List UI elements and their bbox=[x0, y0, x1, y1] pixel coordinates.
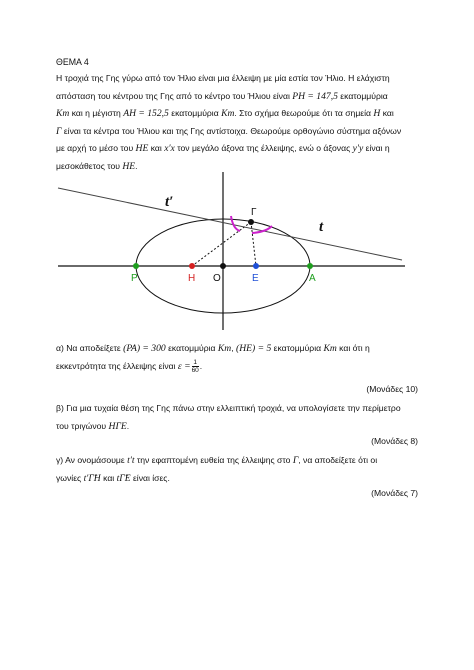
question-b-line-1: β) Για μια τυχαία θέση της Γης πάνω στην ελλειπτική τροχιά, να υπολογίσετε την περίμετρο bbox=[56, 403, 401, 413]
question-b bbox=[56, 400, 418, 435]
point-a bbox=[307, 263, 313, 269]
intro-line-1: Η τροχιά της Γης γύρω από τον Ήλιο είναι μια έλλειψη με μία εστία τον Ήλιο. Η ελάχιστη bbox=[56, 73, 390, 83]
eccentricity-fraction: $\frac{1}{60}$ bbox=[191, 358, 199, 374]
marks-c: (Μονάδες 7) bbox=[371, 488, 418, 498]
intro-line-5: με αρχή το μέσο του HE και x′x τον μεγάλο άξονα της έλλειψης, ενώ ο άξονας y′y είναι η bbox=[56, 143, 390, 155]
label-gamma: Γ bbox=[251, 207, 257, 218]
question-c-line-2: γωνίες t′Γ̂H και tΓ̂E είναι ίσες. bbox=[56, 472, 170, 484]
label-e: E bbox=[252, 273, 259, 284]
label-h: H bbox=[188, 273, 196, 284]
label-o: O bbox=[213, 273, 221, 284]
point-p bbox=[133, 263, 139, 269]
label-a: A bbox=[309, 273, 316, 284]
label-p: P bbox=[131, 273, 138, 284]
label-t: t bbox=[319, 219, 324, 235]
section-title: ΘΕΜΑ 4 bbox=[56, 57, 89, 67]
question-c bbox=[56, 452, 418, 487]
question-a-line-1: α) Να αποδείξετε (PA) = 300 εκατομμύρια Km, (HE) = 5 εκατομμύρια Km και ότι η bbox=[56, 343, 370, 354]
tangent-line bbox=[58, 188, 402, 260]
point-o bbox=[220, 263, 226, 269]
intro-line-2: απόσταση του κέντρου της Γης από το κέντρο του Ήλιου είναι PH = 147,5 εκατομμύρια bbox=[56, 90, 388, 102]
question-a-line-2: εκκεντρότητα της έλλειψης είναι ε = $\frac{1}{60}$ . bbox=[56, 358, 203, 374]
label-t-prime: t′ bbox=[165, 194, 174, 210]
intro-line-6: μεσοκάθετος του HE. bbox=[56, 160, 138, 172]
point-h bbox=[189, 263, 195, 269]
point-gamma bbox=[248, 219, 254, 225]
marks-a: (Μονάδες 10) bbox=[366, 384, 418, 394]
segment-gamma-h bbox=[192, 222, 251, 266]
intro-line-4: Γ είναι τα κέντρα του Ήλιου και της Γης αντίστοιχα. Θεωρούμε ορθογώνιο σύστημα αξόνων bbox=[56, 125, 402, 137]
intro-line-3: Km και η μέγιστη AH = 152,5 εκατομμύρια Km. Στο σχήμα θεωρούμε ότι τα σημεία H και bbox=[56, 108, 394, 120]
question-c-line-1: γ) Αν ονομάσουμε t′t την εφαπτομένη ευθεία της έλλειψης στο Γ, να αποδείξετε ότι οι bbox=[56, 455, 378, 466]
marks-b: (Μονάδες 8) bbox=[371, 436, 418, 446]
angle-arc-left bbox=[231, 216, 240, 231]
question-b-line-2: του τριγώνου HΓE. bbox=[56, 420, 130, 432]
point-e bbox=[253, 263, 259, 269]
question-a bbox=[56, 340, 418, 375]
